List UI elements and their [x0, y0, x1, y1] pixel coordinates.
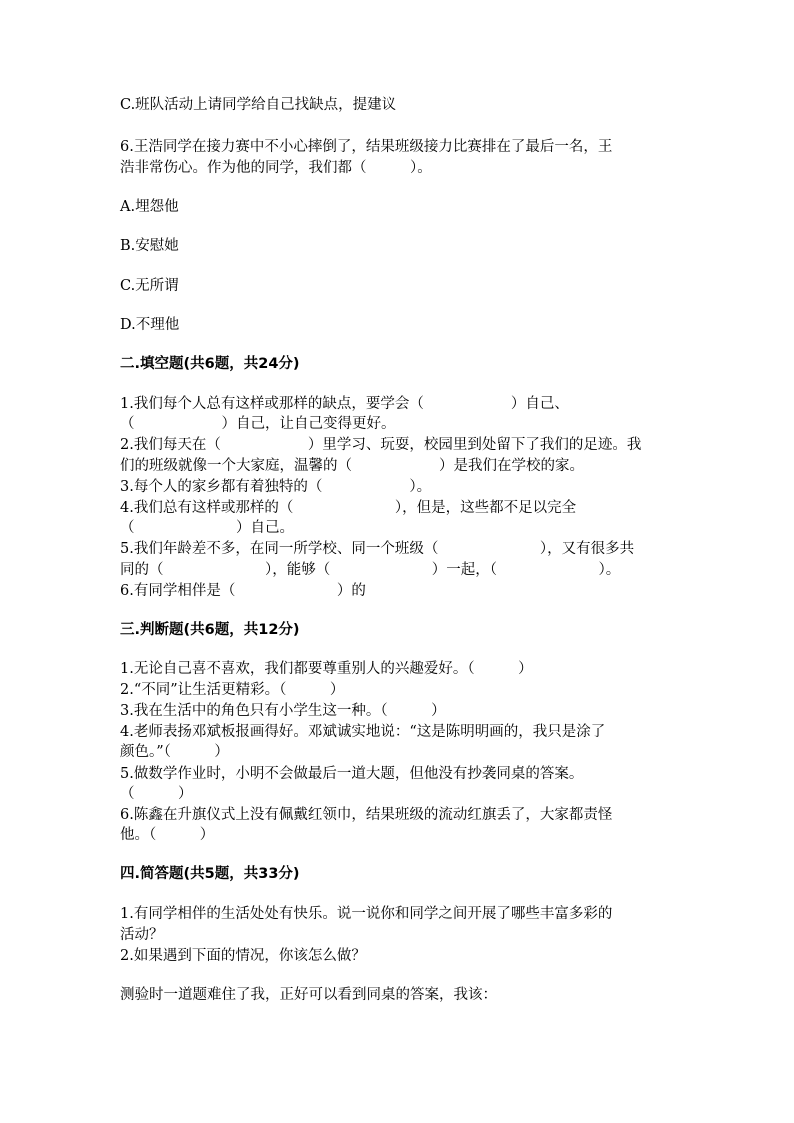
fill-line: 1.我们每个人总有这样或那样的缺点，要学会（ ）自己、 — [120, 396, 569, 412]
option-c-prev: C.班队活动上请同学给自己找缺点，提建议 — [120, 97, 397, 113]
judge-line: 2.“不同”让生活更精彩。（ ） — [120, 682, 345, 698]
short-answer-line: 2.如果遇到下面的情况，你该怎么做？ — [120, 948, 366, 964]
judge-line: 4.老师表扬邓斌板报画得好。邓斌诚实地说：“这是陈明明画的，我只是涂了 — [120, 724, 606, 740]
q6-line2: 浩非常伤心。作为他的同学，我们都（ ）。 — [120, 160, 432, 176]
q6-line1: 6.王浩同学在接力赛中不小心摔倒了，结果班级接力比赛排在了最后一名，王 — [120, 139, 613, 155]
section4-heading: 四.简答题(共5题，共33分) — [120, 866, 300, 882]
fill-line: （ ）自己。 — [120, 520, 294, 536]
section3-heading: 三.判断题(共6题，共12分) — [120, 622, 300, 638]
judge-line: 颜色。”（ ） — [120, 744, 229, 760]
q6-option-a: A.埋怨他 — [120, 199, 179, 215]
short-answer-line: 活动？ — [120, 927, 164, 943]
judge-line: 3.我在生活中的角色只有小学生这一种。（ ） — [120, 703, 446, 719]
section2-heading: 二.填空题(共6题，共24分) — [120, 356, 300, 372]
q6-option-b: B.安慰她 — [120, 238, 179, 254]
fill-line: 5.我们年龄差不多，在同一所学校、同一个班级（ ），又有很多共 — [120, 541, 635, 557]
judge-line: 他。（ ） — [120, 827, 215, 843]
fill-line: 4.我们总有这样或那样的（ ），但是，这些都不足以完全 — [120, 500, 577, 516]
judge-line: 5.做数学作业时，小明不会做最后一道大题，但他没有抄袭同桌的答案。 — [120, 766, 584, 782]
q6-option-d: D.不理他 — [120, 317, 180, 333]
fill-line: 6.有同学相伴是（ ）的 — [120, 583, 366, 599]
judge-line: （ ） — [120, 786, 193, 802]
fill-line: 们的班级就像一个大家庭，温馨的（ ）是我们在学校的家。 — [120, 458, 584, 474]
judge-line: 6.陈鑫在升旗仪式上没有佩戴红领巾，结果班级的流动红旗丢了，大家都责怪 — [120, 807, 613, 823]
fill-line: （ ）自己，让自己变得更好。 — [120, 416, 396, 432]
fill-line: 同的（ ），能够（ ）一起，（ ）。 — [120, 562, 621, 578]
short-answer-line: 1.有同学相伴的生活处处有快乐。说一说你和同学之间开展了哪些丰富多彩的 — [120, 906, 613, 922]
q6-option-c: C.无所谓 — [120, 278, 179, 294]
fill-line: 3.每个人的家乡都有着独特的（ ）。 — [120, 479, 432, 495]
fill-line: 2.我们每天在（ ）里学习、玩耍，校园里到处留下了我们的足迹。我 — [120, 437, 642, 453]
judge-line: 1.无论自己喜不喜欢，我们都要尊重别人的兴趣爱好。（ ） — [120, 661, 533, 677]
scenario-text: 测验时一道题难住了我，正好可以看到同桌的答案，我该： — [120, 987, 497, 1003]
